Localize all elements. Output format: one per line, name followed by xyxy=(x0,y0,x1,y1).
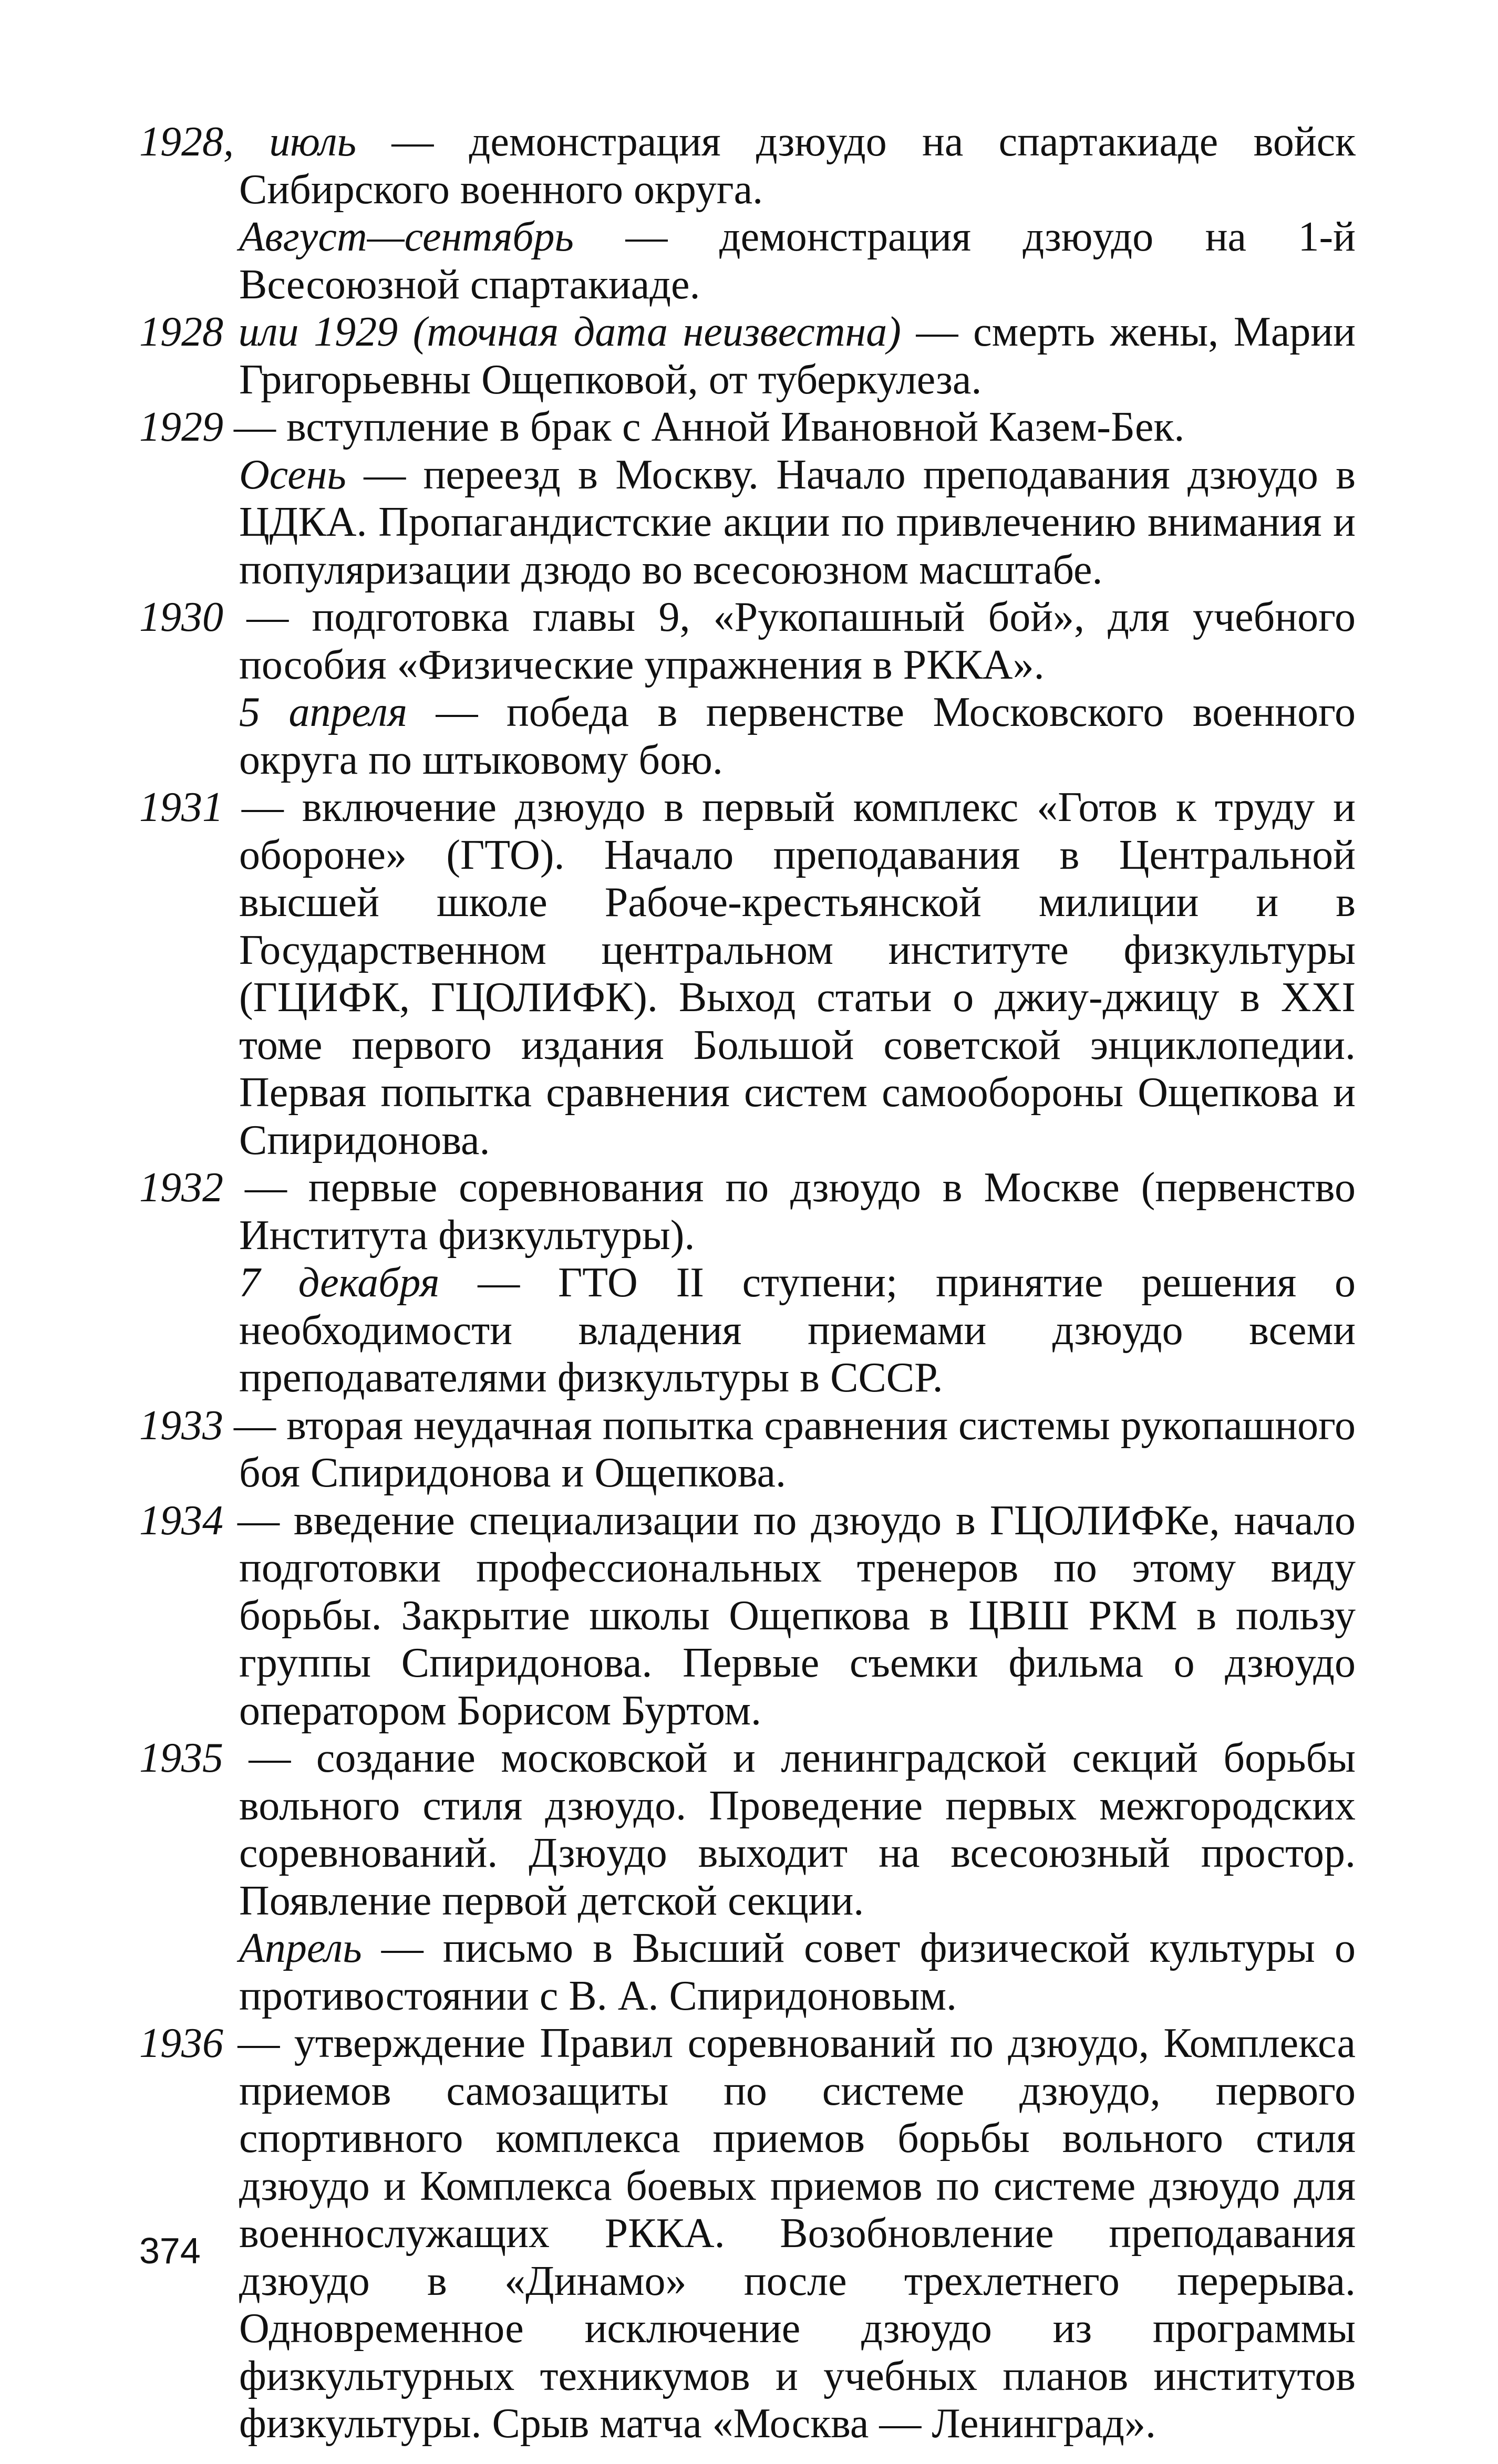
entry-date: 1934 xyxy=(139,1497,223,1544)
entry-date: 7 декабря xyxy=(239,1260,440,1306)
entry-text: — вступление в брак с Анной Ивановной Казем-Бек. xyxy=(223,404,1185,450)
chronology-entry xyxy=(139,784,1356,1164)
entry-text: — создание московской и ленинградской секций борьбы вольного стиля дзюудо. Проведение первых межгородских соревнований. Дзюудо выходит на всесоюзный простор. Появление первой детской секции. xyxy=(223,1735,1356,1924)
entry-date: 1932 xyxy=(139,1165,223,1211)
entry-date: Август—сентябрь xyxy=(239,214,574,260)
chronology-subentry xyxy=(139,1259,1356,1402)
entry-text: — ГТО II ступени; принятие решения о необходимости владения приемами дзюудо всеми преподавателями физкультуры в СССР. xyxy=(239,1260,1356,1401)
chronology-entry xyxy=(139,594,1356,689)
entry-date: 1929 xyxy=(139,404,223,450)
chronology-text xyxy=(139,118,1356,2448)
entry-text: — утверждение Правил соревнований по дзюудо, Комплекса приемов самозащиты по системе дзюудо, первого спортивного комплекса приемов борьбы вольного стиля дзюудо и Комплекса боевых приемов по системе дзюудо для военнослужащих РККА. Возобновление преподавания дзюудо в «Динамо» после трехлетнего перерыва. Одновременное исключение дзюудо из программы физкультурных техникумов и учебных планов институтов физкультуры. Срыв матча «Москва — Ленинград». xyxy=(223,2020,1356,2447)
entry-text: — вторая неудачная попытка сравнения системы рукопашного боя Спиридонова и Ощепкова. xyxy=(223,1402,1356,1496)
entry-text: — демонстрация дзюудо на спартакиаде войск Сибирского военного округа. xyxy=(239,119,1356,213)
entry-date: 1928, июль xyxy=(139,119,357,165)
entry-date: Осень xyxy=(239,451,346,498)
entry-text: — первые соревнования по дзюудо в Москве (первенство Института физкультуры). xyxy=(223,1165,1356,1259)
entry-text: — переезд в Москву. Начало преподавания дзюудо в ЦДКА. Пропагандистские акции по привлечению внимания и популяризации дзюдо во всесоюзном масштабе. xyxy=(239,451,1356,593)
chronology-entry xyxy=(139,2020,1356,2448)
entry-date: 1933 xyxy=(139,1402,223,1449)
chronology-entry xyxy=(139,118,1356,213)
chronology-entry xyxy=(139,403,1356,451)
entry-text: — подготовка главы 9, «Рукопашный бой», для учебного пособия «Физические упражнения в РККА». xyxy=(223,594,1356,688)
entry-date: 1935 xyxy=(139,1735,223,1781)
chronology-subentry xyxy=(139,213,1356,308)
entry-date: 1931 xyxy=(139,784,223,830)
chronology-entry xyxy=(139,1402,1356,1497)
entry-text: — введение специализации по дзюудо в ГЦОЛИФКе, начало подготовки профессиональных тренеров по этому виду борьбы. Закрытие школы Ощепкова в ЦВШ РКМ в пользу группы Спиридонова. Первые съемки фильма о дзюудо оператором Борисом Буртом. xyxy=(223,1497,1356,1734)
entry-text: — победа в первенстве Московского военного округа по штыковому бою. xyxy=(239,689,1356,783)
entry-date: 5 апреля xyxy=(239,689,408,735)
entry-date: Апрель xyxy=(239,1925,362,1971)
chronology-entry xyxy=(139,1497,1356,1735)
chronology-subentry xyxy=(139,1925,1356,2020)
chronology-entry xyxy=(139,1734,1356,1925)
entry-date: 1930 xyxy=(139,594,223,640)
entry-date: 1936 xyxy=(139,2020,223,2066)
entry-text: — письмо в Высший совет физической культуры о противостоянии с В. А. Спиридоновым. xyxy=(239,1925,1356,2019)
chronology-entry xyxy=(139,1164,1356,1259)
chronology-entry xyxy=(139,308,1356,403)
page-number: 374 xyxy=(139,2230,201,2271)
entry-text: — демонстрация дзюудо на 1-й Всесоюзной спартакиаде. xyxy=(239,214,1356,308)
chronology-subentry xyxy=(139,689,1356,784)
entry-text: — смерть жены, Марии Григорьевны Ощепковой, от туберкулеза. xyxy=(239,309,1356,403)
chronology-subentry xyxy=(139,451,1356,594)
entry-text: — включение дзюудо в первый комплекс «Готов к труду и обороне» (ГТО). Начало преподавания в Центральной высшей школе Рабоче-крестьянской милиции и в Государственном центральном институте физкультуры (ГЦИФК, ГЦОЛИФК). Выход статьи о джиу-джицу в XXI томе первого издания Большой советской энциклопедии. Первая попытка сравнения систем самообороны Ощепкова и Спиридонова. xyxy=(223,784,1356,1163)
entry-date: 1928 или 1929 (точная дата неизвестна) xyxy=(139,309,901,355)
